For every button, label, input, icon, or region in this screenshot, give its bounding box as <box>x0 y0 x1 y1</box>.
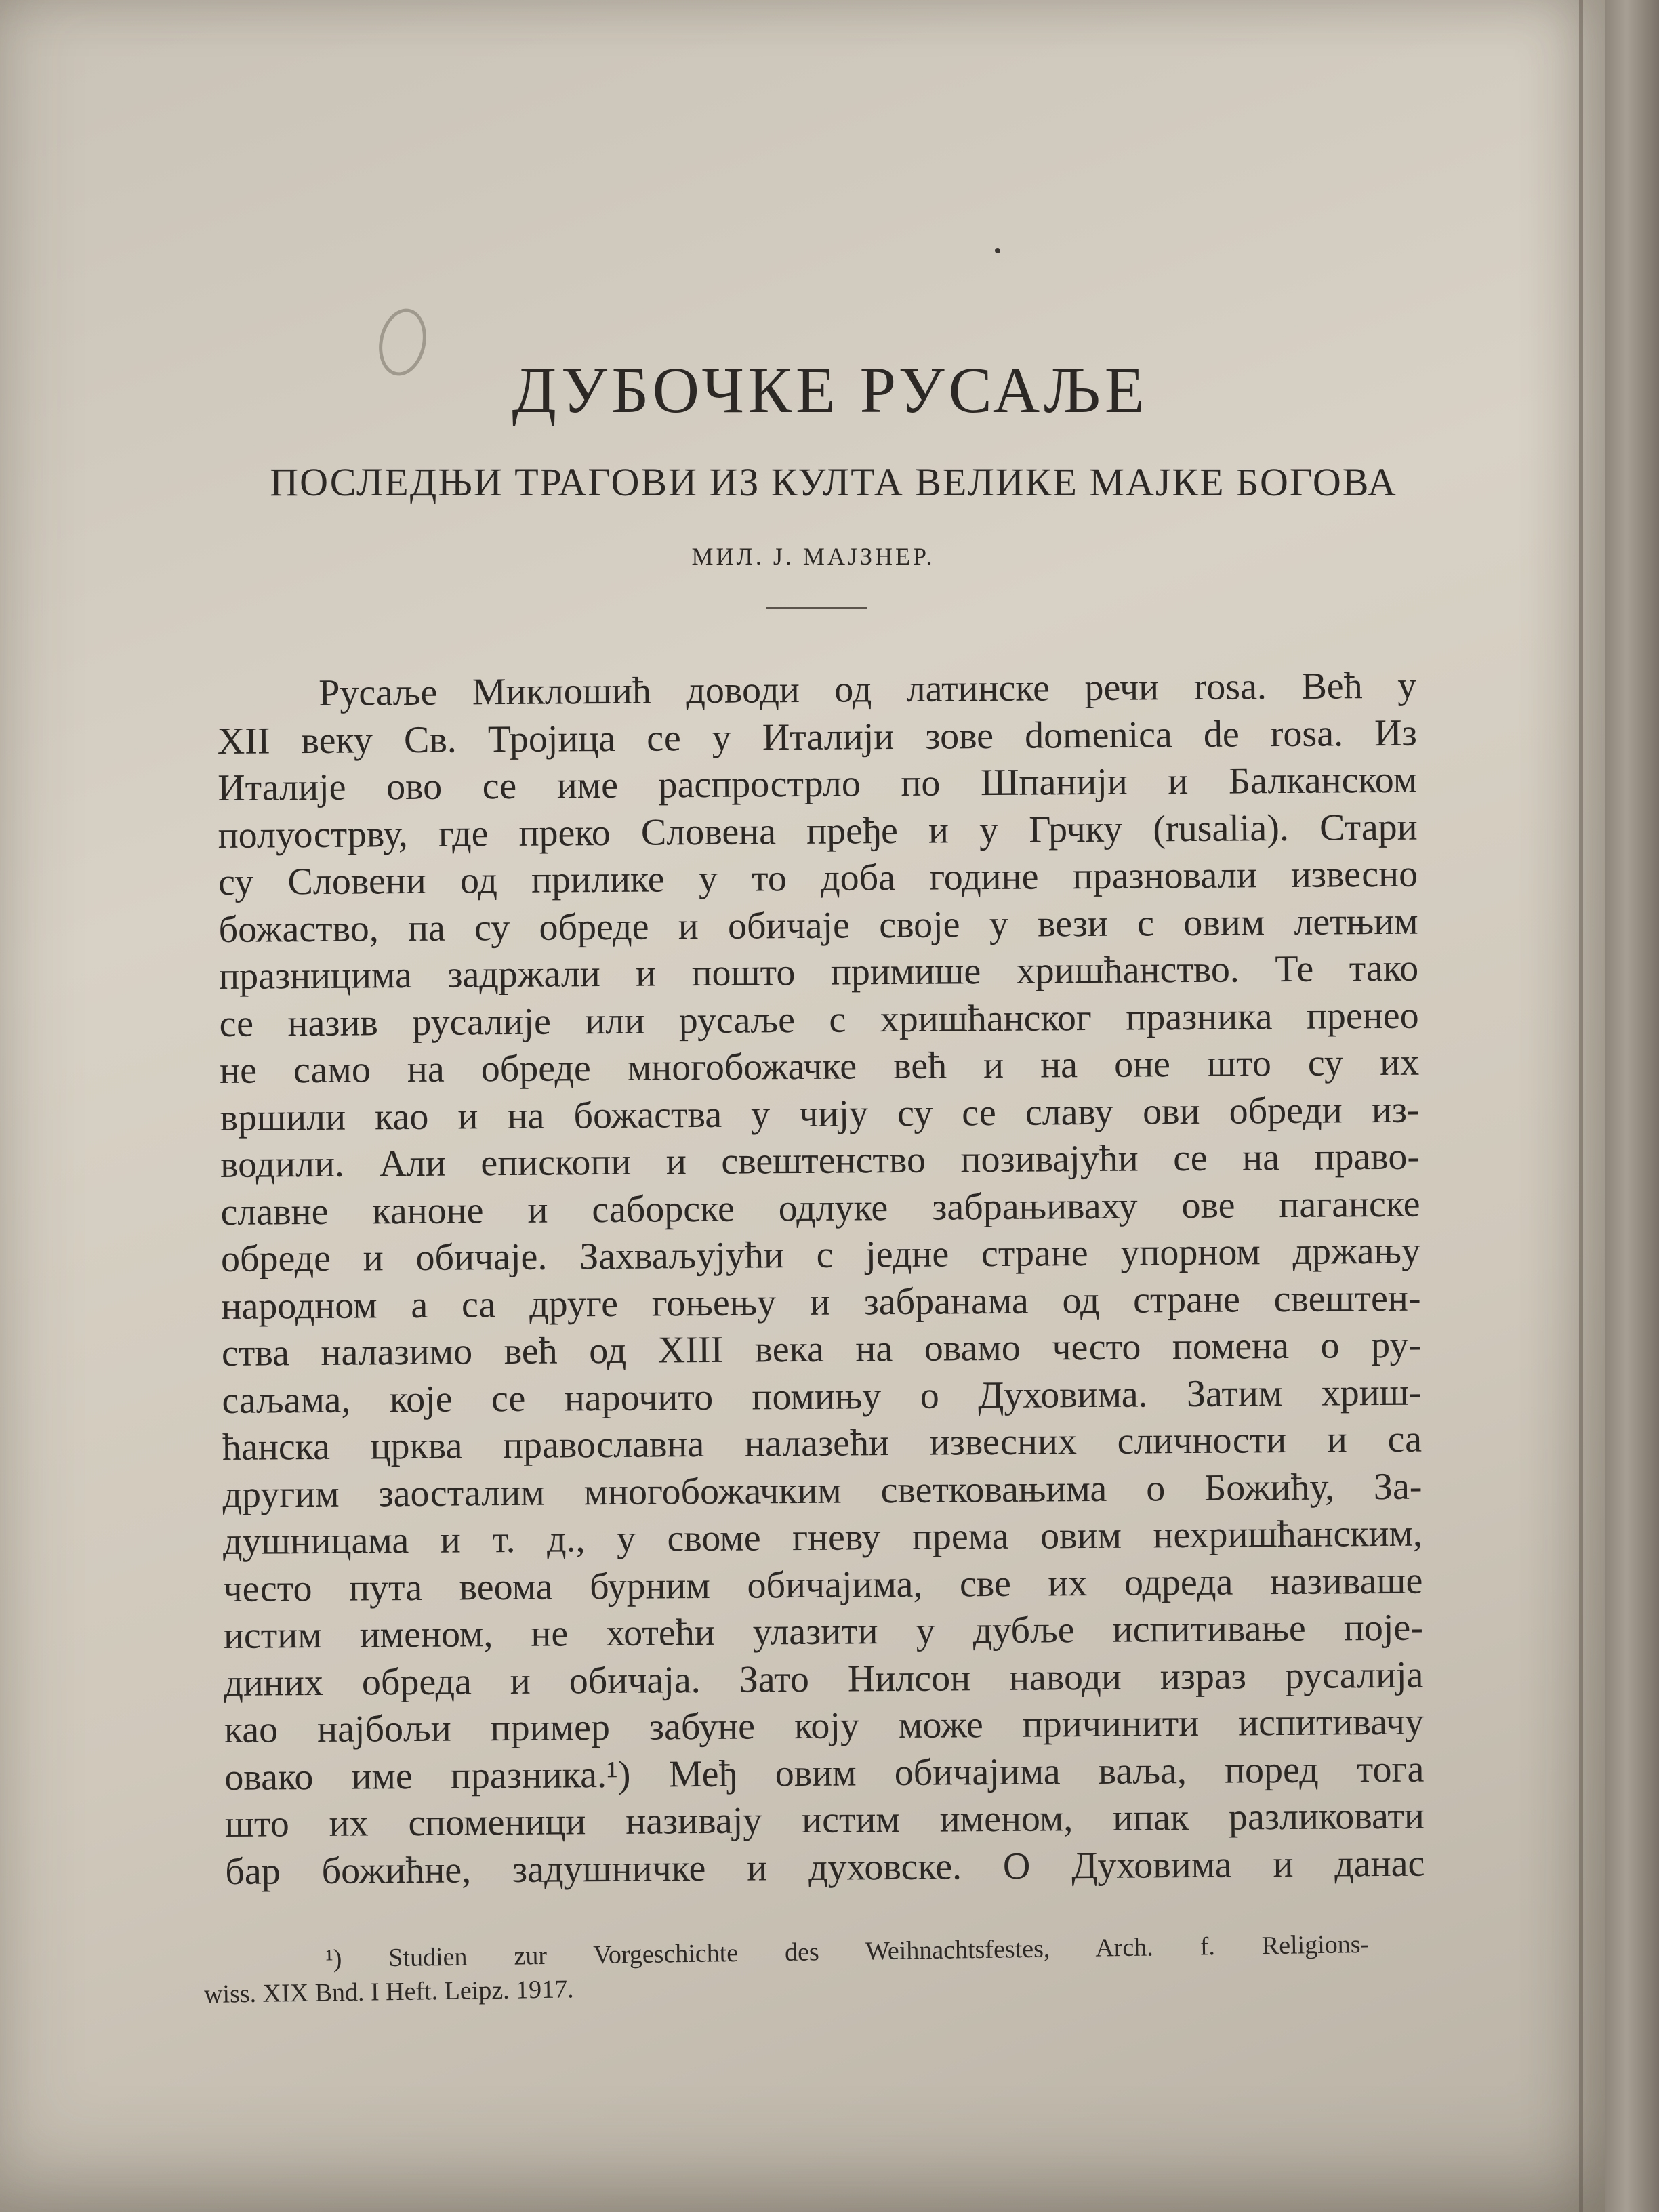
article-title: ДУБОЧКЕ РУСАЉЕ <box>512 354 1149 426</box>
text-line: ства налазимо већ од XIII века на овамо често помена о ру- <box>221 1324 1422 1374</box>
text-line: божаство, па су обреде и обичаје своје у вези с овим летњим <box>218 900 1418 951</box>
text-line: не само на обреде многобожачке већ и на оне што су их <box>219 1041 1420 1092</box>
text-line: често пута веома бурним обичајима, све их одреда називаше <box>223 1559 1423 1610</box>
text-line: полуострву, где преко Словена пређе и у Грчку (rusalia). Стари <box>218 806 1418 857</box>
text-line: обреде и обичаје. Захваљујући с једне стране упорном држању <box>220 1229 1421 1280</box>
text-line: се назив русалије или русаље с хришћанског празника пренео <box>219 994 1419 1045</box>
article-author: МИЛ. Ј. МАЈЗНЕР. <box>691 543 935 570</box>
text-line: празницима задржали и пошто примише хришћанство. Те тако <box>218 947 1419 998</box>
body-paragraph <box>217 663 1425 1896</box>
text-line: Италије ово се име распрострло по Шпанији и Балканском <box>217 758 1418 809</box>
text-line: ћанска црква православна налазећи извесних сличности и са <box>222 1418 1422 1469</box>
text-line: водили. Али епископи и свештенство позивајући се на право- <box>220 1135 1420 1186</box>
article-subtitle: ПОСЛЕДЊИ ТРАГОВИ ИЗ КУЛТА ВЕЛИКЕ МАЈКЕ БОГОВА <box>270 460 1397 504</box>
text-line: су Словени од прилике у то доба године празновали извесно <box>218 853 1418 903</box>
footnote-line: ¹) Studien zur Vorgeschichte des Weihnachtsfestes, Arch. f. Religions- <box>325 1929 1370 1973</box>
text-line: диних обреда и обичаја. Зато Нилсон наводи израз русалија <box>224 1654 1424 1704</box>
text-line: народном а са друге гоњењу и забранама од стране свештен- <box>221 1277 1421 1328</box>
text-line: другим заосталим многобожачким светковањима о Божићу, За- <box>222 1465 1422 1516</box>
ink-speck <box>995 248 1000 253</box>
page-fold-shadow <box>1579 0 1583 2212</box>
text-line: као најбољи пример забуне коју може причинити испитивачу <box>224 1700 1425 1751</box>
text-line: Русаље Миклошић доводи од латинске речи rosa. Већ у <box>319 664 1417 714</box>
text-line: бар божићне, задушничке и духовске. О Духовима и данас <box>225 1842 1425 1893</box>
text-line: вршили као и на божаства у чију су се славу ови обреди из- <box>220 1088 1420 1139</box>
text-line: истим именом, не хотећи улазити у дубље испитивање поје- <box>223 1606 1424 1657</box>
next-page-edge <box>1605 0 1659 2212</box>
title-divider <box>766 607 867 609</box>
text-line: XII веку Св. Тројица се у Италији зове domenica de rosa. Из <box>217 712 1417 762</box>
text-line: саљама, које се нарочито помињу о Духовима. Затим хриш- <box>222 1371 1422 1422</box>
text-line: славне каноне и саборске одлуке забрањиваху ове паганске <box>220 1183 1420 1233</box>
footnote-line: wiss. XIX Bnd. I Heft. Leipz. 1917. <box>203 1975 574 2009</box>
text-line: душницама и т. д., у своме гневу према овим нехришћанским, <box>222 1512 1423 1563</box>
text-line: што их споменици називају истим именом, ипак разликовати <box>224 1795 1425 1845</box>
text-line: овако име празника.¹) Међ овим обичајима ваља, поред тога <box>224 1748 1425 1799</box>
